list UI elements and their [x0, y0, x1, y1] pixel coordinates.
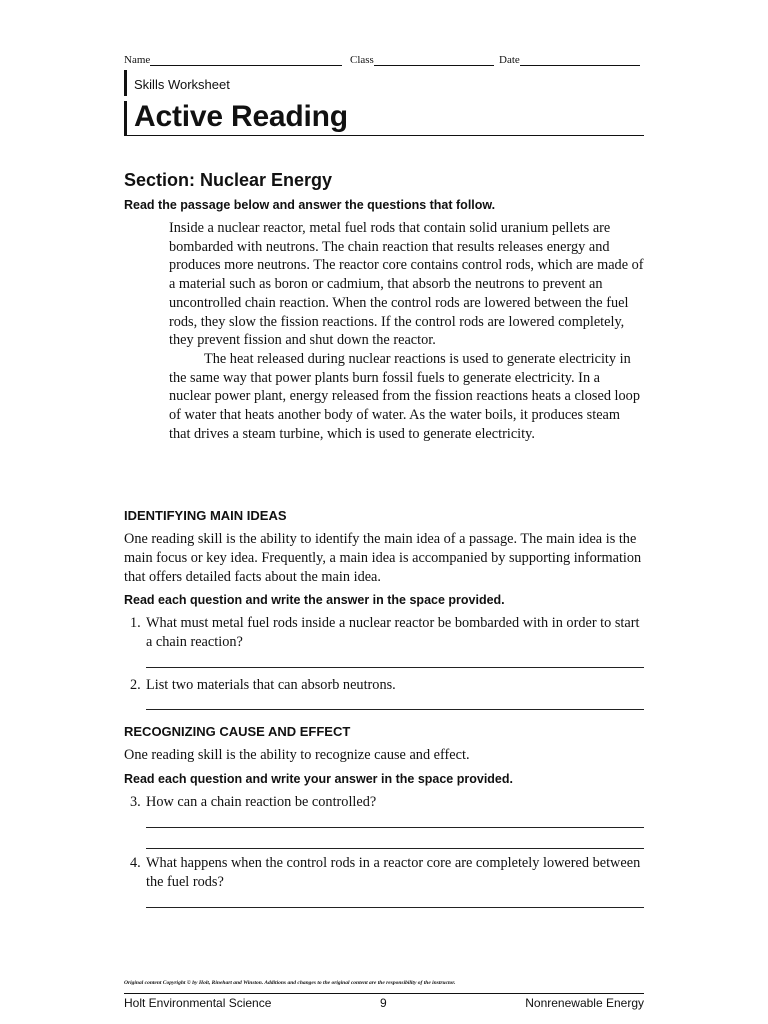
cause-effect-heading: RECOGNIZING CAUSE AND EFFECT [124, 724, 351, 739]
title-rule [124, 135, 644, 136]
worksheet-type: Skills Worksheet [134, 77, 230, 92]
question-1-text: What must metal fuel rods inside a nuclear reactor be bombarded with in order to start a chain reaction? [146, 615, 640, 650]
page-footer [124, 996, 644, 1012]
passage-instruction: Read the passage below and answer the questions that follow. [124, 198, 496, 212]
date-line [520, 54, 640, 66]
passage-paragraph-2: The heat released during nuclear reactions is used to generate electricity in the same way that power plants burn fossil fuels to generate electricity. In a nuclear power plant, energy released from the fission reactions heats a closed loop of water that heats another body of water. As the water boils, it produces steam that drives a steam turbine, which is used to generate electricity. [169, 350, 640, 442]
footer-rule [124, 993, 644, 994]
reading-passage [169, 219, 644, 443]
question-3-text: How can a chain reaction be controlled? [146, 794, 377, 810]
worksheet-page [124, 0, 644, 1024]
header-fields [124, 54, 644, 70]
class-line [374, 54, 494, 66]
name-field [124, 54, 342, 66]
question-4-number: 4. [130, 855, 141, 871]
answer-line-4[interactable] [146, 907, 644, 908]
class-field [350, 54, 494, 66]
cause-effect-instruction: Read each question and write your answer in the space provided. [124, 772, 513, 786]
name-label: Name [124, 54, 151, 66]
question-3-number: 3. [130, 794, 141, 810]
footer-page-number: 9 [380, 996, 387, 1010]
title-bar [124, 101, 127, 135]
question-1-number: 1. [130, 615, 141, 631]
skills-bar [124, 70, 127, 96]
main-ideas-heading: IDENTIFYING MAIN IDEAS [124, 508, 287, 523]
footer-book-title: Holt Environmental Science [124, 996, 272, 1010]
answer-line-2[interactable] [146, 709, 644, 710]
date-label: Date [499, 54, 520, 66]
page-title: Active Reading [134, 100, 348, 133]
question-2-text: List two materials that can absorb neutrons. [146, 677, 396, 693]
answer-line-1[interactable] [146, 667, 644, 668]
main-ideas-instruction: Read each question and write the answer in the space provided. [124, 593, 505, 607]
passage-paragraph-1: Inside a nuclear reactor, metal fuel rods that contain solid uranium pellets are bombarded with neutrons. The chain reaction that results releases energy and produces more neutrons. The reactor core contains control rods, which are made of a material such as boron or cadmium, that absorb the neutrons to prevent an uncontrolled chain reaction. When the control rods are lowered between the fuel rods, they slow the fission reactions. If the control rods are lowered completely, they prevent fission and shut down the reactor. [169, 220, 644, 349]
question-2-number: 2. [130, 677, 141, 693]
cause-effect-body: One reading skill is the ability to recognize cause and effect. [124, 747, 470, 763]
class-label: Class [350, 54, 374, 66]
question-4-text: What happens when the control rods in a reactor core are completely lowered between the fuel rods? [146, 855, 641, 890]
main-ideas-body: One reading skill is the ability to identify the main idea of a passage. The main idea is the main focus or key idea. Frequently, a main idea is accompanied by supporting information that offers detailed facts about the main idea. [124, 531, 642, 585]
footer-chapter-title: Nonrenewable Energy [525, 996, 644, 1010]
answer-line-3a[interactable] [146, 827, 644, 828]
copyright-notice: Original content Copyright © by Holt, Rinehart and Winston. Additions and changes to the original content are the responsibility of the instructor. [124, 980, 456, 986]
name-line [150, 54, 342, 66]
date-field [499, 54, 640, 66]
section-title: Section: Nuclear Energy [124, 170, 333, 190]
answer-line-3b[interactable] [146, 848, 644, 849]
